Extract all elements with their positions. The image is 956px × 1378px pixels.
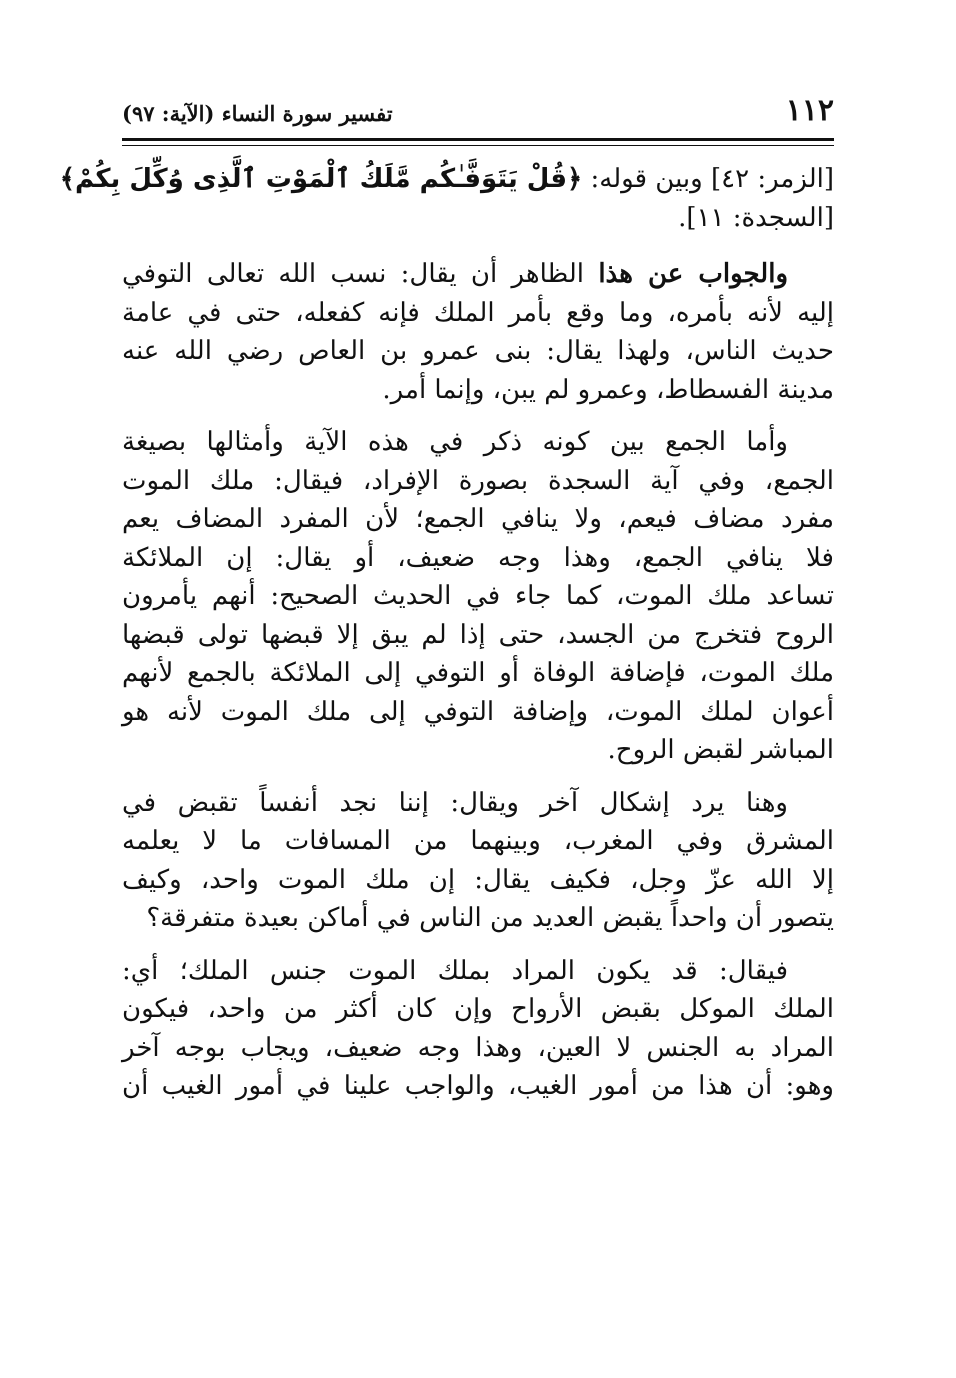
para4-line-4: وهو: أن هذا من أمور الغيب، والواجب علينا في أمور الغيب أن xyxy=(122,1071,834,1101)
para1-line-3: حديث الناس، ولهذا يقال: بنى عمرو بن العاص رضي الله عنه xyxy=(122,336,834,366)
page-body xyxy=(59,160,835,1106)
para3-line-4: يتصور أن واحداً يقبض العديد من الناس في أماكن بعيدة متفرقة؟ xyxy=(146,903,834,933)
paragraph-gap xyxy=(122,409,834,423)
page-header xyxy=(122,92,834,132)
page-number: ١١٢ xyxy=(785,93,834,128)
citation-ref-sajda: [السجدة: ١١]. xyxy=(678,202,834,233)
para2-line-2: الجمع، وفي آية السجدة بصورة الإفراد، فيقال: ملك الموت xyxy=(122,465,834,496)
citation-line xyxy=(59,160,834,199)
para2-line-5: تساعد ملك الموت، كما جاء في الحديث الصحيح: أنهم يأمرون xyxy=(122,581,834,611)
para3-line-1: وهنا يرد إشكال آخر ويقال: إننا نجد أنفساً تقبض في xyxy=(122,787,788,818)
citation-ref-zumar: [الزمر: ٤٢] وبين قوله: xyxy=(590,164,834,194)
para4-line-1: فيقال: قد يكون المراد بملك الموت جنس الملك؛ أي: xyxy=(122,955,788,986)
para4-line-2: الملك الموكل بقبض الأرواح وإن كان أكثر من واحد، فيكون xyxy=(122,994,834,1024)
header-rule-thin xyxy=(122,145,834,146)
paragraph-gap xyxy=(122,770,834,784)
para4-line-3: المراد به الجنس لا العين، وهذا وجه ضعيف، ويجاب بوجه آخر xyxy=(122,1032,834,1063)
header-rule-thick xyxy=(122,138,834,141)
para2-line-1: وأما الجمع بين كونه ذكر في هذه الآية وأمثالها بصيغة xyxy=(122,427,788,457)
paragraph-gap xyxy=(122,237,834,255)
para2-line-3: مفرد مضاف فيعم، ولا ينافي الجمع؛ لأن المفرد المضاف يعم xyxy=(122,504,834,534)
para1-line-1-text: الظاهر أن يقال: نسب الله تعالى التوفي xyxy=(122,259,585,289)
para1-line-2: إليه لأنه بأمره، وما وقع بأمر الملك فإنه كفعله، حتى في عامة xyxy=(122,297,834,328)
para2-line-7: ملك الموت، فإضافة الوفاة أو التوفي إلى الملائكة بالجمع لأنهم xyxy=(122,658,835,688)
para3-line-3: إلا الله عزّ وجل، فكيف يقال: إن ملك الموت واحد، وكيف xyxy=(122,864,834,895)
para2-line-4: فلا ينافي الجمع، وهذا وجه ضعيف، أو يقال: إن الملائكة xyxy=(122,542,834,573)
para2-line-9: المباشر لقبض الروح. xyxy=(607,735,834,765)
para3-line-2: المشرق وفي المغرب، وبينهما من المسافات ما لا يعلمه xyxy=(122,826,834,856)
para1-line-1 xyxy=(122,255,834,294)
running-title: تفسير سورة النساء (الآية: ٩٧) xyxy=(122,101,393,126)
para1-lead: والجواب عن هذا xyxy=(598,259,789,289)
quran-verse: ﴿قُلْ يَتَوَفَّـٰكُم مَّلَكُ ٱلْمَوْتِ ٱلَّذِى وُكِّلَ بِكُمْ﴾ xyxy=(59,164,583,194)
para2-line-8: أعوان لملك الموت، وإضافة التوفي إلى ملك الموت لأنه هو xyxy=(122,696,834,727)
para2-line-6: الروح فتخرج من الجسد، حتى إذا لم يبق إلا قبضها تولى قبضها xyxy=(122,619,834,650)
para1-line-4: مدينة الفسطاط، وعمرو لم يبن، وإنما أمر. xyxy=(382,374,834,405)
paragraph-gap xyxy=(122,938,834,952)
